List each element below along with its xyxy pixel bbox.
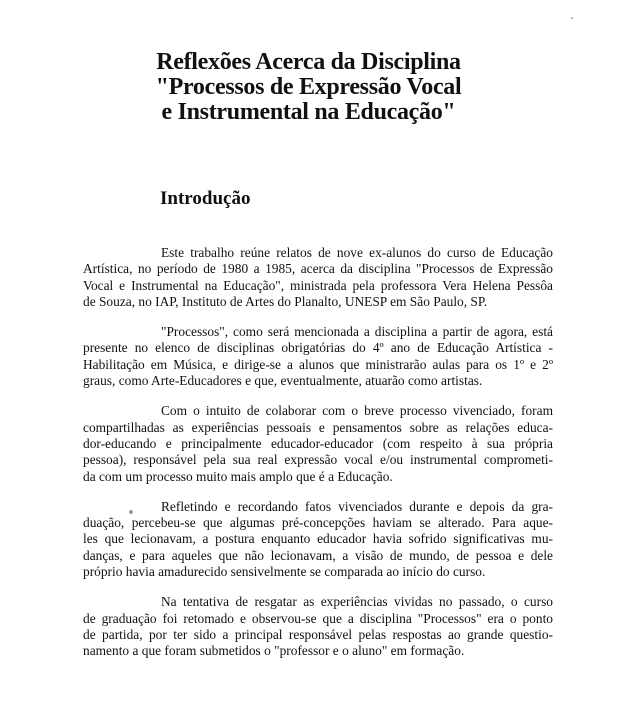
text-line: dor-educando e principalmente educador-educador (com respeito à sua própria (83, 435, 553, 451)
paragraph (83, 324, 553, 389)
text-line: namento a que foram submetidos o "professor e o aluno" em formação. (83, 643, 465, 659)
text-line: les que lecionavam, a postura enquanto educador havia sofrido significativas mu- (83, 531, 553, 547)
text-line: de partida, por ter sido a principal responsável pelas respostas ao grande questio- (83, 626, 553, 642)
text-line: compartilhadas as experiências pessoais e pensamentos sobre as relações educa- (83, 419, 553, 435)
paragraph (83, 594, 553, 659)
text-line: de graduação foi retomado e observou-se que a disciplina "Processos" era o ponto (83, 610, 553, 626)
text-line: Habilitação em Música, e dirige-se a alunos que ministrarão aulas para os 1º e 2º (83, 356, 553, 372)
text-line: Com o intuito de colaborar com o breve processo vivenciado, foram (161, 403, 553, 419)
paragraph (83, 403, 553, 484)
text-line: graus, como Arte-Educadores e que, eventualmente, atuarão como artistas. (83, 373, 483, 389)
title-line: e Instrumental na Educação" (161, 99, 456, 125)
document-body (83, 245, 553, 674)
text-line: próprio havia amadurecido sensivelmente se comparada ao início do curso. (83, 564, 486, 580)
text-line: da com um processo muito mais amplo que é a Educação. (83, 468, 393, 484)
text-line: Artística, no período de 1980 a 1985, acerca da disciplina "Processos de Expressão (83, 261, 553, 277)
text-line: de Souza, no IAP, Instituto de Artes do Planalto, UNESP em São Paulo, SP. (83, 293, 488, 309)
text-line: pessoa), responsável pela sua real expressão vocal e/ou instrumental comprometi- (83, 452, 553, 468)
text-line: Refletindo e recordando fatos vivenciados durante e depois da gra- (161, 498, 553, 514)
title-line: "Processos de Expressão Vocal (155, 74, 462, 100)
document-title (0, 50, 617, 125)
scan-artifact-speck (129, 510, 133, 514)
text-line: danças, e para aqueles que não lecionavam, a visão de mundo, de pessoa e dele (83, 547, 553, 563)
scan-artifact-dot (571, 17, 573, 19)
section-heading: Introdução (160, 188, 251, 209)
text-line: Na tentativa de resgatar as experiências vividas no passado, o curso (161, 594, 553, 610)
paragraph (83, 245, 553, 310)
title-line: Reflexões Acerca da Disciplina (156, 49, 461, 75)
text-line: Este trabalho reúne relatos de nove ex-alunos do curso de Educação (161, 245, 553, 260)
text-line: presente no elenco de disciplinas obrigatórias do 4º ano de Educação Artística - (83, 340, 553, 356)
paragraph (83, 499, 553, 580)
text-line: duação, percebeu-se que algumas pré-concepções haviam se alterado. Para aque- (83, 515, 553, 531)
text-line: "Processos", como será mencionada a disciplina a partir de agora, está (161, 324, 553, 340)
text-line: Vocal e Instrumental na Educação", ministrada pela professora Vera Helena Pessôa (83, 277, 553, 293)
